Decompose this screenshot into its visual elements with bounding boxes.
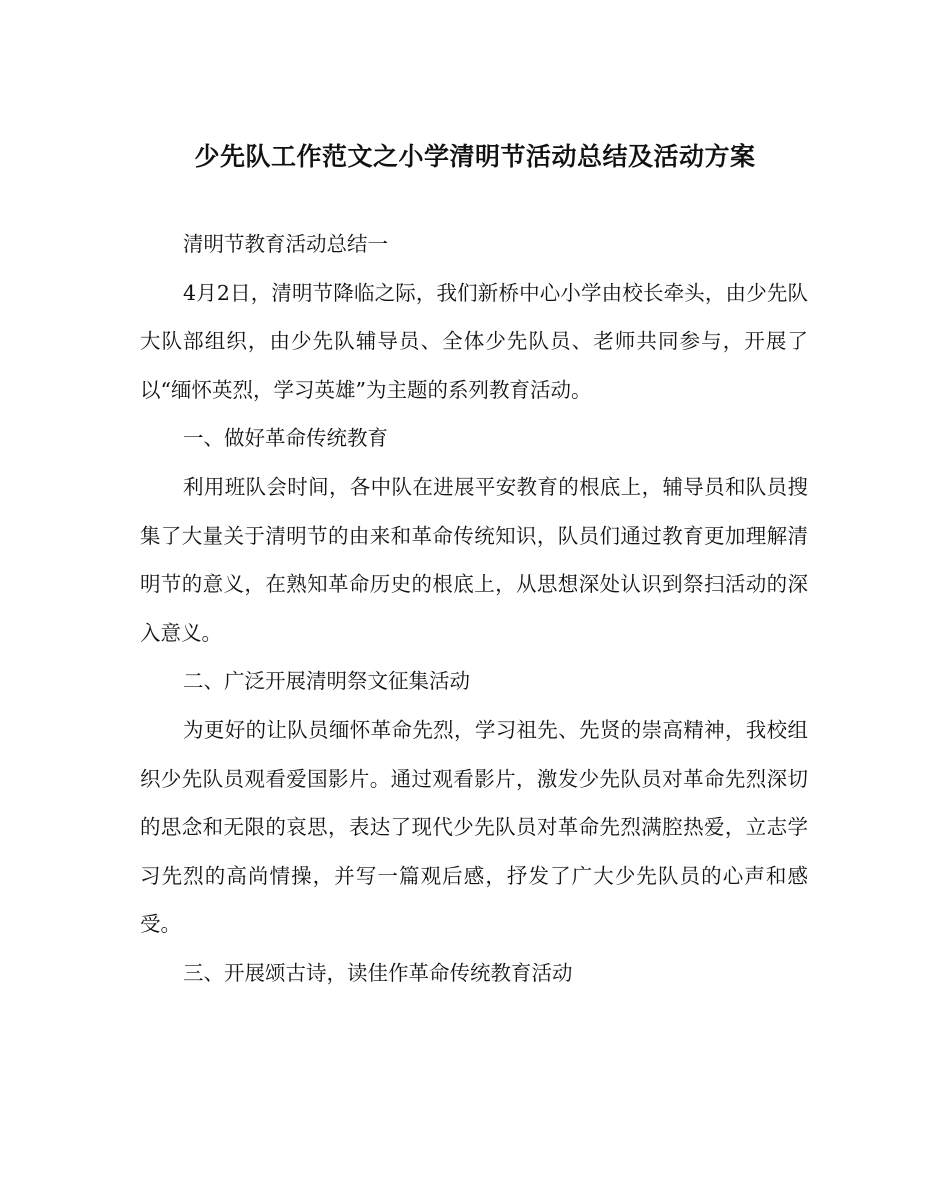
section-heading-summary-one: 清明节教育活动总结一: [183, 232, 389, 256]
document-body: [140, 220, 808, 998]
document-title: 少先队工作范文之小学清明节活动总结及活动方案: [194, 142, 756, 171]
section-heading-three: 三、开展颂古诗，读佳作革命传统教育活动: [183, 960, 573, 985]
section-one-paragraph: 利用班队会时间，各中队在进展平安教育的根底上，辅导员和队员搜集了大量关于清明节的由来和革命传统知识，队员们通过教育更加理解清明节的意义，在熟知革命历史的根底上，从思想深处认识到祭扫活动的深入意义。: [140, 474, 808, 645]
section-heading-two: 二、广泛开展清明祭文征集活动: [183, 669, 471, 694]
intro-paragraph: 4月2日，清明节降临之际，我们新桥中心小学由校长牵头，由少先队大队部组织，由少先队辅导员、全体少先队员、老师共同参与，开展了以“缅怀英烈，学习英雄”为主题的系列教育活动。: [140, 280, 808, 402]
section-heading-one: 一、做好革命传统教育: [183, 426, 389, 451]
section-two-paragraph: 为更好的让队员缅怀革命先烈，学习祖先、先贤的崇高精神，我校组织少先队员观看爱国影片。通过观看影片，激发少先队员对革命先烈深切的思念和无限的哀思，表达了现代少先队员对革命先烈满腔热爱，立志学习先烈的高尚情操，并写一篇观后感，抒发了广大少先队员的心声和感受。: [140, 717, 808, 937]
